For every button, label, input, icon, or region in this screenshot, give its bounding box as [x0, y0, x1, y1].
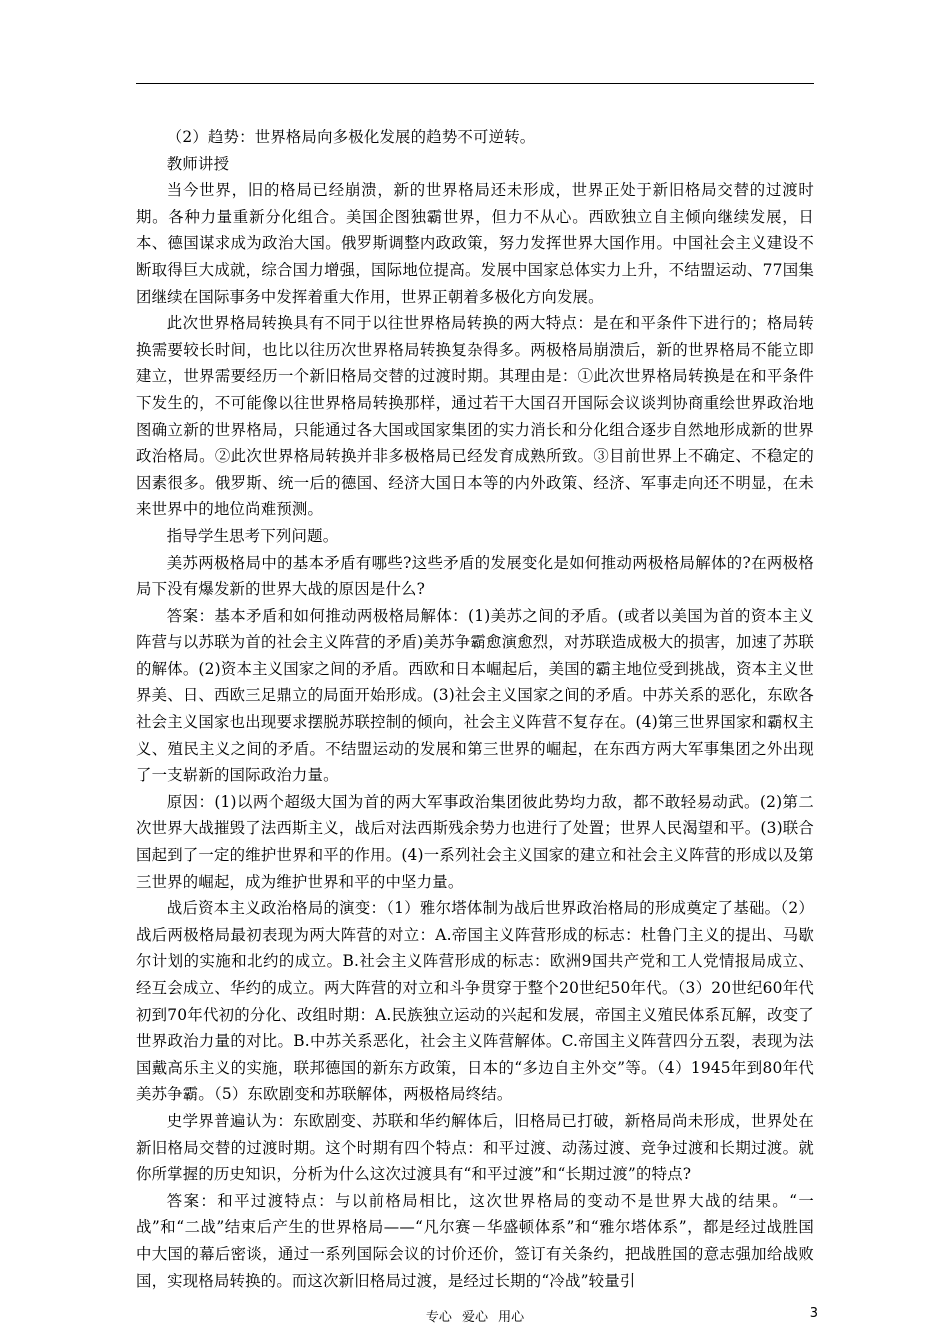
paragraph: 战后资本主义政治格局的演变：（1）雅尔塔体制为战后世界政治格局的形成奠定了基础。（2）战后两极格局最初表现为两大阵营的对立：A.帝国主义阵营形成的标志：杜鲁门主义的提出、马歇尔计划的实施和北约的成立。B.社会主义阵营形成的标志：欧洲9国共产党和工人党情报局成立、经互会成立、华约的成立。两大阵营的对立和斗争贯穿于整个20世纪50年代。（3）20世纪60年代初到70年代初的分化、改组时期：A.民族独立运动的兴起和发展，帝国主义殖民体系瓦解，改变了世界政治力量的对比。B.中苏关系恶化，社会主义阵营解体。C.帝国主义阵营四分五裂，表现为法国戴高乐主义的实施，联邦德国的新东方政策，日本的“多边自主外交”等。（4）1945年到80年代美苏争霸。（5）东欧剧变和苏联解体，两极格局终结。 [136, 899, 814, 1104]
paragraph: 指导学生思考下列问题。 [166, 526, 339, 545]
paragraph: 原因：(1)以两个超级大国为首的两大军事政治集团彼此势均力敌，都不敢轻易动武。(2)第二次世界大战摧毁了法西斯主义，战后对法西斯残余势力也进行了处置；世界人民渴望和平。(3)联合国起到了一定的维护世界和平的作用。(4)一系列社会主义国家的建立和社会主义阵营的形成以及第三世界的崛起，成为维护世界和平的中坚力量。 [136, 792, 814, 891]
paragraph: 当今世界，旧的格局已经崩溃，新的世界格局还未形成，世界正处于新旧格局交替的过渡时期。各种力量重新分化组合。美国企图独霸世界，但力不从心。西欧独立自主倾向继续发展，日本、德国谋求成为政治大国。俄罗斯调整内政政策，努力发挥世界大国作用。中国社会主义建设不断取得巨大成就，综合国力增强，国际地位提高。发展中国家总体实力上升，不结盟运动、77国集团继续在国际事务中发挥着重大作用，世界正朝着多极化方向发展。 [136, 181, 814, 306]
paragraph: 此次世界格局转换具有不同于以往世界格局转换的两大特点：是在和平条件下进行的；格局转换需要较长时间，也比以往历次世界格局转换复杂得多。两极格局崩溃后，新的世界格局不能立即建立，世界需要经历一个新旧格局交替的过渡时期。其理由是：①此次世界格局转换是在和平条件下发生的，不可能像以往世界格局转换那样，通过若干大国召开国际会议谈判协商重绘世界政治地图确立新的世界格局，只能通过各大国或国家集团的实力消长和分化组合逐步自然地形成新的世界政治格局。②此次世界格局转换并非多极格局已经发育成熟所致。③目前世界上不确定、不稳定的因素很多。俄罗斯、统一后的德国、经济大国日本等的内外政策、经济、军事走向还不明显，在未来世界中的地位尚难预测。 [136, 314, 814, 519]
paragraph: 史学界普遍认为：东欧剧变、苏联和华约解体后，旧格局已打破，新格局尚未形成，世界处在新旧格局交替的过渡时期。这个时期有四个特点：和平过渡、动荡过渡、竞争过渡和长期过渡。就你所掌握的历史知识，分析为什么这次过渡具有“和平过渡”和“长期过渡”的特点? [136, 1111, 814, 1184]
footer-motto: 专心 爱心 用心 [425, 1310, 525, 1325]
paragraph: 教师讲授 [166, 154, 230, 173]
paragraph: 美苏两极格局中的基本矛盾有哪些?这些矛盾的发展变化是如何推动两极格局解体的?在两极格局下没有爆发新的世界大战的原因是什么? [136, 553, 814, 599]
paragraph: （2）趋势：世界格局向多极化发展的趋势不可逆转。 [166, 128, 536, 146]
header-rule [136, 83, 814, 84]
page-number: 3 [809, 1306, 818, 1321]
page-footer [0, 1306, 950, 1326]
paragraph: 答案：基本矛盾和如何推动两极格局解体：(1)美苏之间的矛盾。(或者以美国为首的资本主义阵营与以苏联为首的社会主义阵营的矛盾)美苏争霸愈演愈烈，对苏联造成极大的损害，加速了苏联的解体。(2)资本主义国家之间的矛盾。西欧和日本崛起后，美国的霸主地位受到挑战，资本主义世界美、日、西欧三足鼎立的局面开始形成。(3)社会主义国家之间的矛盾。中苏关系的恶化，东欧各社会主义国家也出现要求摆脱苏联控制的倾向，社会主义阵营不复存在。(4)第三世界国家和霸权主义、殖民主义之间的矛盾。不结盟运动的发展和第三世界的崛起，在东西方两大军事集团之外出现了一支崭新的国际政治力量。 [136, 606, 814, 785]
paragraph: 答案：和平过渡特点：与以前格局相比，这次世界格局的变动不是世界大战的结果。“一战”和“二战”结束后产生的世界格局——“凡尔赛－华盛顿体系”和“雅尔塔体系”，都是经过战胜国中大国的幕后密谈，通过一系列国际会议的讨价还价，签订有关条约，把战胜国的意志强加给战败国，实现格局转换的。而这次新旧格局过渡，是经过长期的“冷战”较量引 [136, 1191, 814, 1290]
body-text [136, 124, 814, 1294]
